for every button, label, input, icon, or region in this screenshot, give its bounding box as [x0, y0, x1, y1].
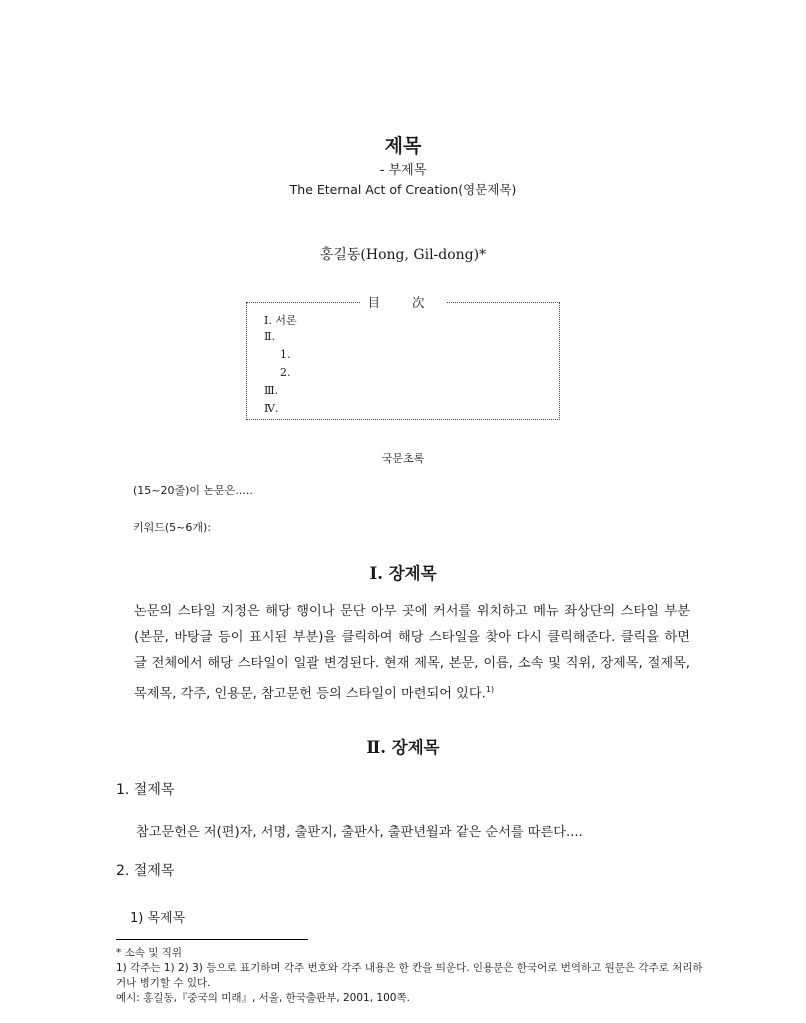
section-heading: 1. 절제목	[116, 782, 175, 798]
author-name: 홍길동(Hong, Gil-dong)*	[319, 247, 487, 263]
body-paragraph: 참고문헌은 저(편)자, 서명, 출판지, 출판사, 출판년월과 같은 순서를 따른다....	[136, 825, 583, 840]
paragraph-text: 논문의 스타일 지정은 해당 행이나 문단 아무 곳에 커서를 위치하고 메뉴 좌상단의 스타일 부분(본문, 바탕글 등이 표시된 부분)을 클릭하여 해당 스타일을 찾아 다시 클릭해준다. 클릭을 하면 글 전체에서 해당 스타일이 일괄 변경된다. 현재 제목, 본문, 이름, 소속 및 직위, 장제목, 절제목, 목제목, 각주, 인용문, 참고문헌 등의 스타일이 마련되어 있다.	[134, 604, 690, 702]
chapter-heading: Ⅱ. 장제목	[366, 738, 440, 757]
keywords-line: 키워드(5~6개):	[133, 521, 212, 534]
footnote-affiliation: * 소속 및 직위	[116, 947, 182, 959]
subsection-heading: 1) 목제목	[130, 911, 186, 926]
footnote-divider	[116, 939, 308, 940]
toc-item: Ⅲ.	[264, 384, 279, 397]
toc-item: 2.	[280, 366, 291, 379]
section-heading: 2. 절제목	[116, 863, 175, 879]
footnote-reference[interactable]: 1)	[485, 685, 495, 694]
abstract-text: (15~20줄)이 논문은.....	[133, 484, 253, 497]
toc-item: Ⅳ.	[264, 402, 279, 415]
toc-item: Ⅰ. 서론	[264, 314, 297, 327]
body-paragraph	[134, 599, 690, 707]
footnote-1: 1) 각주는 1) 2) 3) 등으로 표기하며 각주 번호와 각주 내용은 한 칸을 띄운다. 인용문은 한국어로 번역하고 원문은 각주로 처리하거나 병기할 수 있다.	[116, 962, 703, 989]
table-of-contents	[246, 295, 560, 420]
abstract-heading: 국문초록	[381, 452, 425, 465]
toc-item: Ⅱ.	[264, 330, 275, 343]
english-title: The Eternal Act of Creation(영문제목)	[289, 182, 517, 197]
document-title: 제목	[384, 135, 422, 157]
chapter-heading: Ⅰ. 장제목	[369, 564, 437, 583]
toc-title: 目 次	[360, 295, 447, 310]
toc-item: 1.	[280, 348, 291, 361]
document-subtitle: - 부제목	[379, 163, 427, 178]
footnote-example: 예시: 홍길동,『중국의 미래』, 서울, 한국출판부, 2001, 100쪽.	[116, 992, 410, 1004]
